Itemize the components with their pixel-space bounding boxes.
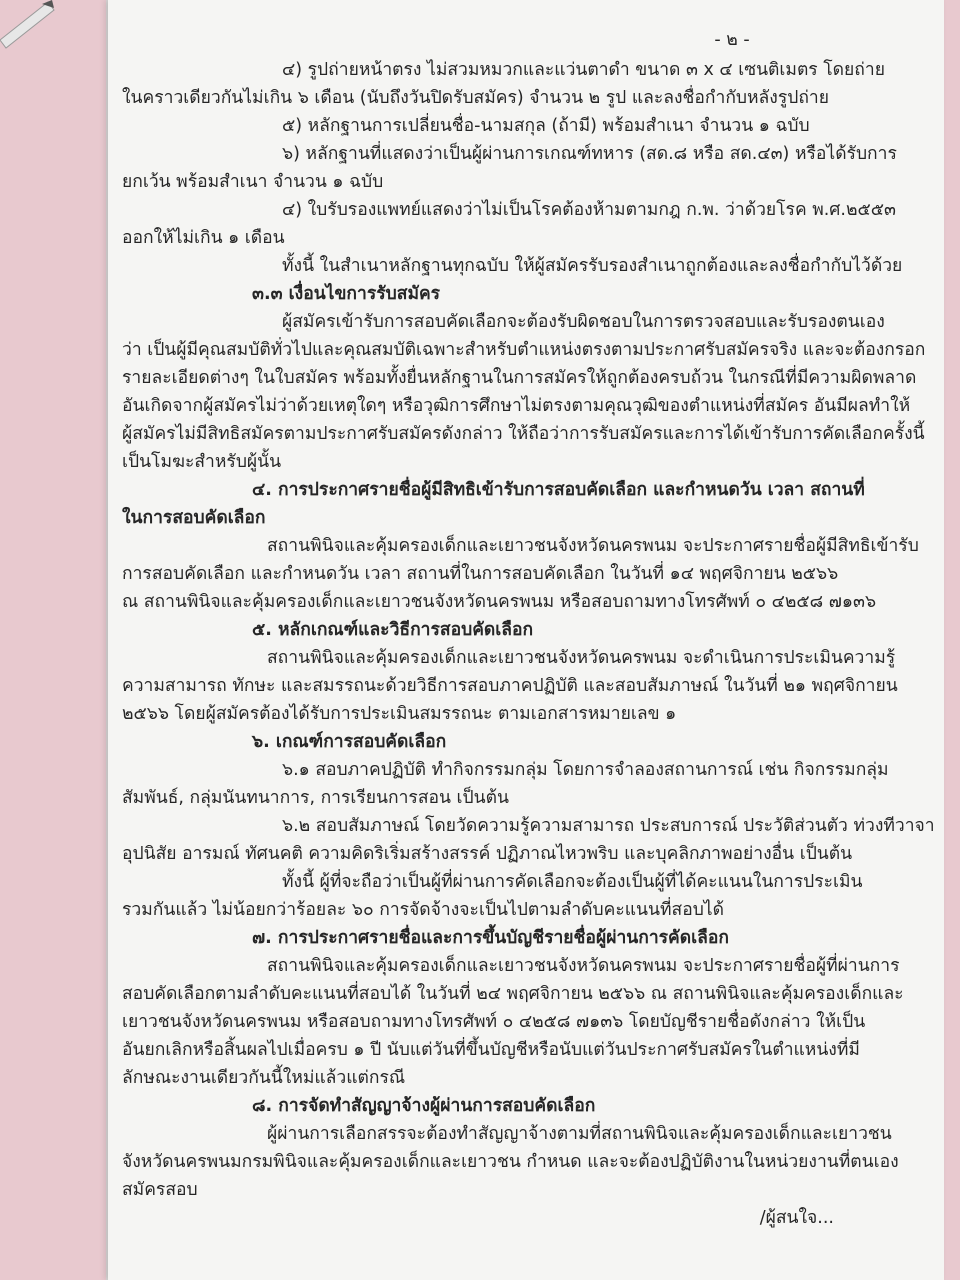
section-heading: ๖. เกณฑ์การสอบคัดเลือก — [252, 732, 447, 752]
paragraph-line: ความสามารถ ทักษะ และสมรรถนะด้วยวิธีการสอบภาคปฏิบัติ และสอบสัมภาษณ์ ในวันที่ ๒๑ พฤศจิกายน — [122, 676, 898, 696]
pen-tip-image — [0, 0, 70, 55]
paragraph-line: ผู้สมัครไม่มีสิทธิสมัครตามประกาศรับสมัครดังกล่าว ให้ถือว่าการรับสมัครและการได้เข้ารับการคัดเลือกครั้งนี้ — [122, 424, 925, 444]
paragraph-line: ในคราวเดียวกันไม่เกิน ๖ เดือน (นับถึงวันปิดรับสมัคร) จำนวน ๒ รูป และลงชื่อกำกับหลังรูปถ่าย — [122, 88, 830, 108]
paragraph-line: การสอบคัดเลือก และกำหนดวัน เวลา สถานที่ในการสอบคัดเลือก ในวันที่ ๑๔ พฤศจิกายน ๒๕๖๖ — [122, 564, 839, 584]
paragraph-line: ลักษณะงานเดียวกันนี้ใหม่แล้วแต่กรณี — [122, 1068, 406, 1088]
paragraph-line: ว่า เป็นผู้มีคุณสมบัติทั่วไปและคุณสมบัติเฉพาะสำหรับตำแหน่งตรงตามประกาศรับสมัครจริง และจะต้องกรอก — [122, 340, 926, 360]
paragraph-line: ๖) หลักฐานที่แสดงว่าเป็นผู้ผ่านการเกณฑ์ทหาร (สด.๘ หรือ สด.๔๓) หรือได้รับการ — [282, 144, 897, 164]
paragraph-line: อันเกิดจากผู้สมัครไม่ว่าด้วยเหตุใดๆ หรือวุฒิการศึกษาไม่ตรงตามคุณวุฒิของตำแหน่งที่สมัคร อันมีผลทำให้ — [122, 396, 911, 416]
paragraph-line: ทั้งนี้ ผู้ที่จะถือว่าเป็นผู้ที่ผ่านการคัดเลือกจะต้องเป็นผู้ที่ได้คะแนนในการประเมิน — [282, 872, 863, 892]
paragraph-line: ยกเว้น พร้อมสำเนา จำนวน ๑ ฉบับ — [122, 172, 384, 192]
paragraph-line: สถานพินิจและคุ้มครองเด็กและเยาวชนจังหวัดนครพนม จะดำเนินการประเมินความรู้ — [267, 648, 896, 668]
section-heading: ๘. การจัดทำสัญญาจ้างผู้ผ่านการสอบคัดเลือก — [252, 1096, 596, 1116]
paragraph-line: เยาวชนจังหวัดนครพนม หรือสอบถามทางโทรศัพท์ ๐ ๔๒๕๘ ๗๑๓๖ โดยบัญชีรายชื่อดังกล่าว ให้เป็น — [122, 1012, 866, 1032]
section-heading: ๕. หลักเกณฑ์และวิธีการสอบคัดเลือก — [252, 620, 534, 640]
paragraph-line: อันยกเลิกหรือสิ้นผลไปเมื่อครบ ๑ ปี นับแต่วันที่ขึ้นบัญชีหรือนับแต่วันประกาศรับสมัครในตำแหน่งที่มี — [122, 1040, 860, 1060]
page-number: - ๒ - — [714, 30, 750, 50]
paragraph-line: ๔) รูปถ่ายหน้าตรง ไม่สวมหมวกและแว่นตาดำ ขนาด ๓ x ๔ เซนติเมตร โดยถ่าย — [282, 60, 885, 80]
document-text — [122, 28, 935, 1232]
paragraph-line: ผู้ผ่านการเลือกสรรจะต้องทำสัญญาจ้างตามที่สถานพินิจและคุ้มครองเด็กและเยาวชน — [267, 1124, 892, 1144]
section-heading: ๓.๓ เงื่อนไขการรับสมัคร — [252, 284, 441, 304]
paragraph-line: สถานพินิจและคุ้มครองเด็กและเยาวชนจังหวัดนครพนม จะประกาศรายชื่อผู้มีสิทธิเข้ารับ — [267, 536, 919, 556]
paragraph-line: ๖.๒ สอบสัมภาษณ์ โดยวัดความรู้ความสามารถ ประสบการณ์ ประวัติส่วนตัว ท่วงทีวาจา — [282, 816, 935, 836]
paragraph-line: ณ สถานพินิจและคุ้มครองเด็กและเยาวชนจังหวัดนครพนม หรือสอบถามทางโทรศัพท์ ๐ ๔๒๕๘ ๗๑๓๖ — [122, 592, 877, 612]
paragraph-line: ๕) หลักฐานการเปลี่ยนชื่อ-นามสกุล (ถ้ามี) พร้อมสำเนา จำนวน ๑ ฉบับ — [282, 116, 810, 136]
paragraph-line: เป็นโมฆะสำหรับผู้นั้น — [122, 452, 282, 472]
paragraph-line: ๔) ใบรับรองแพทย์แสดงว่าไม่เป็นโรคต้องห้ามตามกฎ ก.พ. ว่าด้วยโรค พ.ศ.๒๕๕๓ — [282, 200, 896, 220]
paragraph-line: สมัครสอบ — [122, 1180, 198, 1200]
paragraph-line: อุปนิสัย อารมณ์ ทัศนคติ ความคิดริเริ่มสร้างสรรค์ ปฏิภาณไหวพริบ และบุคลิกภาพอย่างอื่น เป็นต้น — [122, 844, 853, 864]
paragraph-line: ๖.๑ สอบภาคปฏิบัติ ทำกิจกรรมกลุ่ม โดยการจำลองสถานการณ์ เช่น กิจกรรมกลุ่ม — [282, 760, 889, 780]
paragraph-line: ผู้สมัครเข้ารับการสอบคัดเลือกจะต้องรับผิดชอบในการตรวจสอบและรับรองตนเอง — [282, 312, 885, 332]
paragraph-line: ๒๕๖๖ โดยผู้สมัครต้องได้รับการประเมินสมรรถนะ ตามเอกสารหมายเลข ๑ — [122, 704, 677, 724]
paragraph-line: ทั้งนี้ ในสำเนาหลักฐานทุกฉบับ ให้ผู้สมัครรับรองสำเนาถูกต้องและลงชื่อกำกับไว้ด้วย — [282, 256, 903, 276]
paragraph-line: สอบคัดเลือกตามลำดับคะแนนที่สอบได้ ในวันที่ ๒๔ พฤศจิกายน ๒๕๖๖ ณ สถานพินิจและคุ้มครองเด็กและ — [122, 984, 904, 1004]
paragraph-line: จังหวัดนครพนมกรมพินิจและคุ้มครองเด็กและเยาวชน กำหนด และจะต้องปฏิบัติงานในหน่วยงานที่ตนเอง — [122, 1152, 899, 1172]
paragraph-line: สถานพินิจและคุ้มครองเด็กและเยาวชนจังหวัดนครพนม จะประกาศรายชื่อผู้ที่ผ่านการ — [267, 956, 900, 976]
section-heading: ในการสอบคัดเลือก — [122, 508, 266, 528]
section-heading: ๗. การประกาศรายชื่อและการขึ้นบัญชีรายชื่อผู้ผ่านการคัดเลือก — [252, 928, 729, 948]
section-heading: ๔. การประกาศรายชื่อผู้มีสิทธิเข้ารับการสอบคัดเลือก และกำหนดวัน เวลา สถานที่ — [252, 480, 865, 500]
paragraph-line: ออกให้ไม่เกิน ๑ เดือน — [122, 228, 285, 248]
paragraph-line: สัมพันธ์, กลุ่มนันทนาการ, การเรียนการสอน เป็นต้น — [122, 788, 509, 808]
continuation-marker: /ผู้สนใจ... — [759, 1208, 834, 1228]
paragraph-line: รวมกันแล้ว ไม่น้อยกว่าร้อยละ ๖๐ การจัดจ้างจะเป็นไปตามลำดับคะแนนที่สอบได้ — [122, 900, 724, 920]
paragraph-line: รายละเอียดต่างๆ ในใบสมัคร พร้อมทั้งยื่นหลักฐานในการสมัครให้ถูกต้องครบถ้วน ในกรณีที่มีความผิดพลาด — [122, 368, 917, 388]
